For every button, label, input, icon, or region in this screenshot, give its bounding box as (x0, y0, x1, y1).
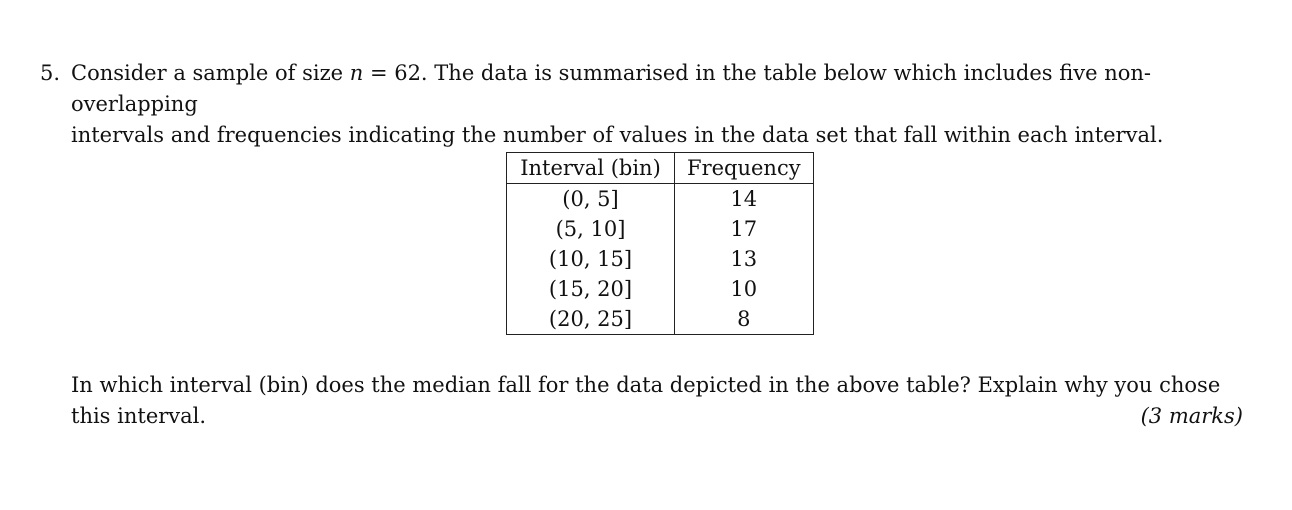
header-frequency: Frequency (675, 153, 814, 184)
sample-size-symbol: n (349, 61, 364, 85)
question-number: 5. (40, 61, 61, 85)
frequency-cell: 17 (675, 214, 814, 244)
question-line-2: intervals and frequencies indicating the number of values in the data set that fall within each interval. (71, 123, 1164, 147)
table-row (507, 184, 814, 215)
table-row (507, 274, 814, 304)
table-row (507, 214, 814, 244)
interval-cell: (20, 25] (507, 304, 675, 335)
frequency-cell: 10 (675, 274, 814, 304)
question-line-1 (71, 58, 1250, 120)
interval-cell: (10, 15] (507, 244, 675, 274)
header-interval: Interval (bin) (507, 153, 675, 184)
frequency-cell: 13 (675, 244, 814, 274)
question-line-1-start: Consider a sample of size (71, 61, 350, 85)
interval-cell: (5, 10] (507, 214, 675, 244)
frequency-cell: 8 (675, 304, 814, 335)
prompt-text (71, 370, 1243, 432)
frequency-table (506, 152, 814, 335)
question-text (40, 58, 1250, 151)
marks-label: (3 marks) (1140, 404, 1243, 428)
table-row (507, 244, 814, 274)
interval-cell: (0, 5] (507, 184, 675, 215)
table-header-row (507, 153, 814, 184)
prompt-line-2: this interval. (71, 404, 207, 428)
prompt-line-1: In which interval (bin) does the median fall for the data depicted in the above table? Explain why you chose (71, 373, 1221, 397)
question-line-1-end: = 62. The data is summarised in the table below which includes five non-overlapping (71, 61, 1152, 116)
frequency-cell: 14 (675, 184, 814, 215)
interval-cell: (15, 20] (507, 274, 675, 304)
table-row (507, 304, 814, 335)
